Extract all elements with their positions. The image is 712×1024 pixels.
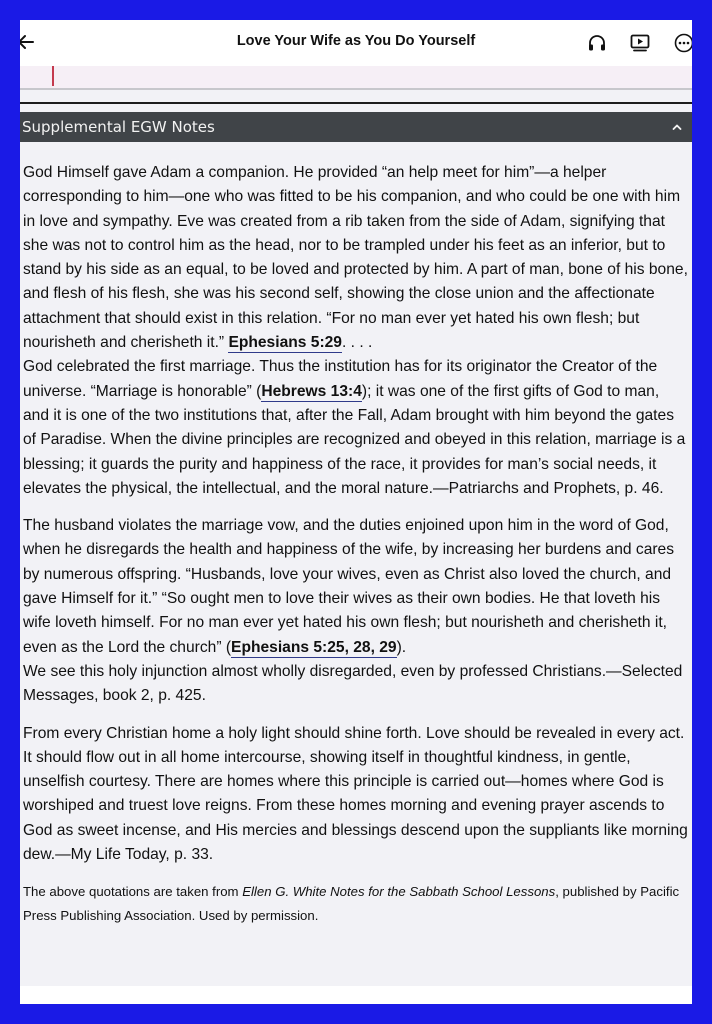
paragraph-text: God Himself gave Adam a companion. He provided “an help meet for him”—a helper corresponding to him—one who was fitted to be his companion, and who could be one with him in love and sympathy. Eve was created from a rib taken from the side of Adam, signifying that she was not to control him as the head, nor to be trampled under his feet as an inferior, but to stand by his side as an equal, to be loved and protected by him. A part of man, bone of his bone, and flesh of his flesh, she was his second self, showing the close union and the affectionate attachment that should exist in this relation. “For no man ever yet hated his own flesh; but nourisheth and cherisheth it.” <box>23 164 688 352</box>
headphones-icon[interactable] <box>586 32 608 54</box>
scripture-link[interactable]: Ephesians 5:29 <box>228 334 342 352</box>
scripture-link[interactable]: Hebrews 13:4 <box>261 382 362 400</box>
chevron-up-icon[interactable] <box>670 120 684 134</box>
play-video-icon[interactable] <box>629 32 651 54</box>
bottom-bar <box>20 986 692 1004</box>
attribution-text: , published by Pacific Press Publishing Association. Used by permission. <box>23 884 680 924</box>
paragraph-text: God celebrated the first marriage. Thus the institution has for its originator the Creator of the universe. “Marriage is honorable” ( <box>23 358 658 400</box>
divider <box>20 88 692 90</box>
paragraph-text: ). <box>396 638 407 656</box>
supplemental-notes-header[interactable] <box>20 112 692 142</box>
notes-content <box>23 161 689 928</box>
paragraph-text: We see this holy injunction almost wholly disregarded, even by professed Christians.—Selected Messages, book 2, p. 425. <box>23 662 683 705</box>
attribution-text: The above quotations are taken from <box>23 884 243 900</box>
previous-section-strip <box>20 66 692 88</box>
top-navigation-bar <box>20 20 692 66</box>
more-options-icon[interactable] <box>673 32 692 54</box>
divider <box>20 102 692 104</box>
paragraph <box>23 161 689 355</box>
paragraph <box>23 355 689 501</box>
paragraph <box>23 514 689 660</box>
page-title: Love Your Wife as You Do Yourself <box>236 33 476 49</box>
scripture-link[interactable]: Ephesians 5:25, 28, 29 <box>231 638 397 656</box>
attribution-note <box>23 880 689 928</box>
section-title: Supplemental EGW Notes <box>22 118 215 136</box>
paragraph <box>23 722 689 868</box>
paragraph <box>23 660 689 709</box>
app-window <box>20 20 692 1004</box>
paragraph-text: ); it was one of the first gifts of God to man, and it is one of the two institutions that, after the Fall, Adam brought with him beyond the gates of Paradise. When the divine principles are recognized and obeyed in this relation, marriage is a blessing; it guards the purity and happiness of the race, it provides for man’s social needs, it elevates the physical, the intellectual, and the moral nature.—Patriarchs and Prophets, p. 46. <box>23 382 686 497</box>
text-cursor <box>52 66 54 86</box>
paragraph-text: . . . . <box>341 334 373 352</box>
paragraph-text: From every Christian home a holy light should shine forth. Love should be revealed in every act. It should flow out in all home intercourse, showing itself in thoughtful kindness, in gentle, unselfish courtesy. There are homes where this principle is carried out—homes where God is worshiped and truest love reigns. From these homes morning and evening prayer ascends to God as sweet incense, and His mercies and blessings descend upon the suppliants like morning dew.—My Life Today, p. 33. <box>23 724 688 864</box>
paragraph-text: The husband violates the marriage vow, and the duties enjoined upon him in the word of God, when he disregards the health and happiness of the wife, by increasing her burdens and cares by numerous offspring. “Husbands, love your wives, even as Christ also loved the church, and gave Himself for it.” “So ought men to love their wives as their own bodies. He that loveth his wife loveth himself. For no man ever yet hated his own flesh; but nourisheth and cherisheth it, even as the Lord the church” ( <box>23 517 675 656</box>
book-title: Ellen G. White Notes for the Sabbath School Lessons <box>242 884 556 900</box>
